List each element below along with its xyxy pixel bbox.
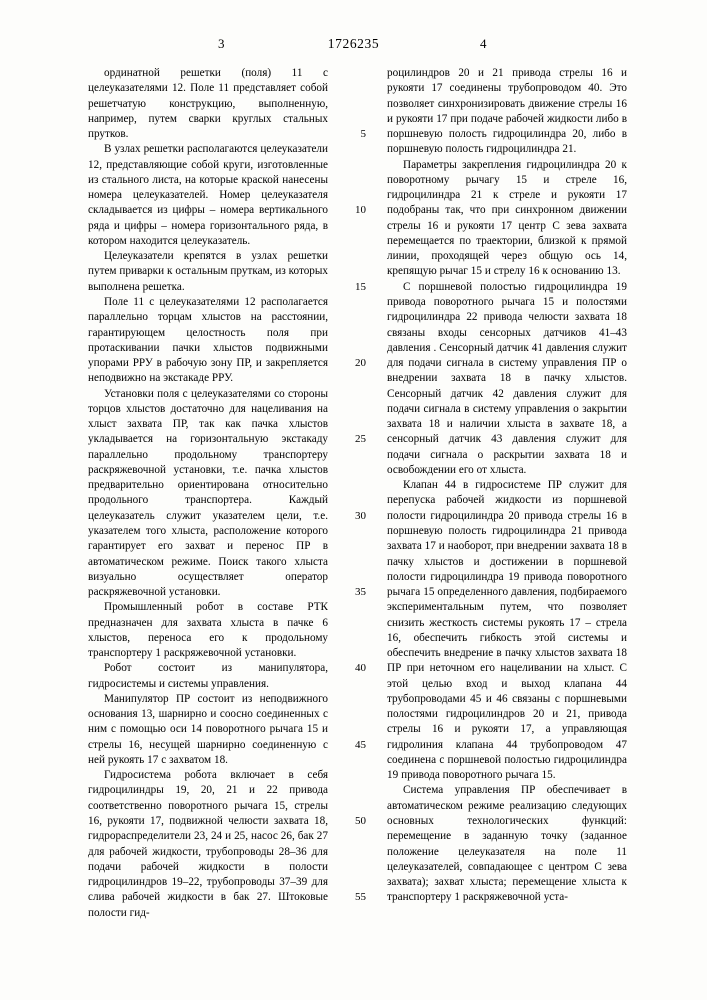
paragraph: Параметры закрепления гидроцилиндра 20 к поворотному рычагу 15 и стреле 16, гидроцилиндра 21 к стреле и рукояти 17 подобраны так, что при синхронном движении стрелы 16 и рукояти 17 центр С зева захвата перемещается по траектории, близкой к прямой линии, проходящей через общую ось 14, крепящую рычаг 15 и стрелу 16 к основанию 13. bbox=[387, 158, 627, 278]
paragraph: Клапан 44 в гидросистеме ПР служит для перепуска рабочей жидкости из поршневой полости гидроцилиндра 20 привода стрелы 16 в поршневую полость гидроцилиндра 21 привода захвата 17 и наоборот, при внедрении захвата 18 в пачку хлыстов и достижении в поршневой полости гидроцилиндра 19 привода поворотного рычага 15 определенного давления, подбираемого экспериментальным путем, что позволяет снизить жесткость системы рукоять 17 – стрела 16, обеспечить гибкость этой системы и обеспечить внедрение в пачку хлыстов захвата 18 ПР при неточном его нацеливании на хлыст. С этой целью вход и выход клапана 44 трубопроводами 45 и 46 связаны с поршневыми полостями гидроцилиндров 20 и 21, привода стрелы 16 и рукояти 17, а управляющая гидролиния клапана 44 трубопроводом 47 соединена с поршневой полостью гидроцилиндра 19 привода поворотного рычага 15. bbox=[387, 479, 627, 782]
line-number: 5 bbox=[360, 128, 366, 141]
paragraph: Поле 11 с целеуказателями 12 располагается параллельно торцам хлыстов на расстоянии, гарантирующем целостность поля при протаскивании пачки хлыстов подвижными упорами РРУ в рабочую зону ПР, и закрепляется неподвижно на экстакаде РРУ. bbox=[88, 295, 328, 385]
page-header bbox=[0, 36, 707, 56]
line-number: 35 bbox=[355, 586, 366, 599]
line-number: 45 bbox=[355, 738, 366, 751]
line-number: 50 bbox=[355, 815, 366, 828]
paragraph: Гидросистема робота включает в себя гидроцилиндры 19, 20, 21 и 22 привода соответственно поворотного рычага 15, стрелы 16, рукояти 17, подвижной челюсти захвата 18, гидрораспределители 23, 24 и 25, насос 26, бак 27 для рабочей жидкости, трубопроводы 28–36 для подачи рабочей жидкости в полости гидроцилиндров 19–22, трубопроводы 37–39 для слива рабочей жидкости в бак 27. Штоковые полости гид- bbox=[88, 769, 328, 919]
line-number: 30 bbox=[355, 509, 366, 522]
patent-number: 1726235 bbox=[327, 36, 380, 51]
right-page-number: 4 bbox=[480, 36, 487, 51]
line-number: 10 bbox=[355, 204, 366, 217]
left-text-column bbox=[88, 66, 328, 921]
paragraph: Установки поля с целеуказателями со стороны торцов хлыстов достаточно для нацеливания на хлыст захвата ПР, так как пачка хлыстов укладывается на горизонтальную экстакаду параллельно продольному транспортеру раскряжевочной установки, т.е. пачка хлыстов предварительно ориентирована относительно продольного транспортера. Каждый целеуказатель служит указателем цели, т.е. указателем того хлыста, расположение которого гарантирует его захват и перенос ПР в автоматическом режиме. Поиск такого хлыста визуально осуществляет оператор раскряжевочной установки. bbox=[88, 387, 328, 599]
paragraph: Робот состоит из манипулятора, гидросистемы и системы управления. bbox=[88, 662, 328, 690]
left-page-number: 3 bbox=[218, 36, 225, 51]
line-number-gutter bbox=[344, 66, 366, 906]
paragraph: ординатной решетки (поля) 11 с целеуказателями 12. Поле 11 представляет собой решетчатую конструкцию, выполненную, например, путем сварки круглых стальных прутков. bbox=[88, 67, 328, 141]
paragraph: Целеуказатели крепятся в узлах решетки путем приварки к остальным пруткам, из которых выполнена решетка. bbox=[88, 250, 328, 293]
line-number: 15 bbox=[355, 280, 366, 293]
line-number: 20 bbox=[355, 357, 366, 370]
line-number: 40 bbox=[355, 662, 366, 675]
paragraph: роцилиндров 20 и 21 привода стрелы 16 и рукояти 17 соединены трубопроводом 40. Это позволяет синхронизировать движение стрелы 16 и рукояти 17 при подаче рабочей жидкости либо в поршневую полость гидроцилиндра 20, либо в поршневую полость гидроцилиндра 21. bbox=[387, 67, 627, 156]
paragraph: Манипулятор ПР состоит из неподвижного основания 13, шарнирно и соосно соединенных с ним с помощью оси 14 поворотного рычага 15 и стрелы 16, несущей шарнирно соединенную с ней рукоять 17 с захватом 18. bbox=[88, 692, 328, 766]
right-text-column bbox=[387, 66, 627, 906]
paragraph: В узлах решетки располагаются целеуказатели 12, представляющие собой круги, изготовленные из стального листа, на которые краской нанесены номера целеуказателей. Номер целеуказателя складывается из цифры – номера вертикального ряда и цифры – номера горизонтального ряда, в котором находится целеуказатель. bbox=[88, 143, 328, 247]
paragraph: Промышленный робот в составе РТК предназначен для захвата хлыста в пачке 6 хлыстов, переноса его к продольному транспортеру 1 раскряжевочной установки. bbox=[88, 601, 328, 660]
paragraph: Система управления ПР обеспечивает в автоматическом режиме реализацию следующих основных технологических функций: перемещение в заданную точку (заданное положение целеуказателя на поле 11 целеуказателей, совпадающее с центром С зева захвата); захват хлыста; перемещение хлыста к транспортеру 1 раскряжевочной уста- bbox=[387, 784, 627, 904]
line-number: 25 bbox=[355, 433, 366, 446]
paragraph: С поршневой полостью гидроцилиндра 19 привода поворотного рычага 15 и полостями гидроцилиндра 22 привода челюсти захвата 18 связаны входы сенсорных датчиков 41–43 давления . Сенсорный датчик 41 давления служит для подачи сигнала в систему управления ПР о внедрении захвата 18 в пачку хлыстов. Сенсорный датчик 42 давления служит для подачи сигнала в систему управления о закрытии захвата 18 и наличии хлыста в захвате 18, а сенсорный датчик 43 давления служит для подачи сигнала о раскрытии захвата 18 и освобождении его от хлыста. bbox=[387, 280, 627, 476]
line-number: 55 bbox=[355, 891, 366, 904]
